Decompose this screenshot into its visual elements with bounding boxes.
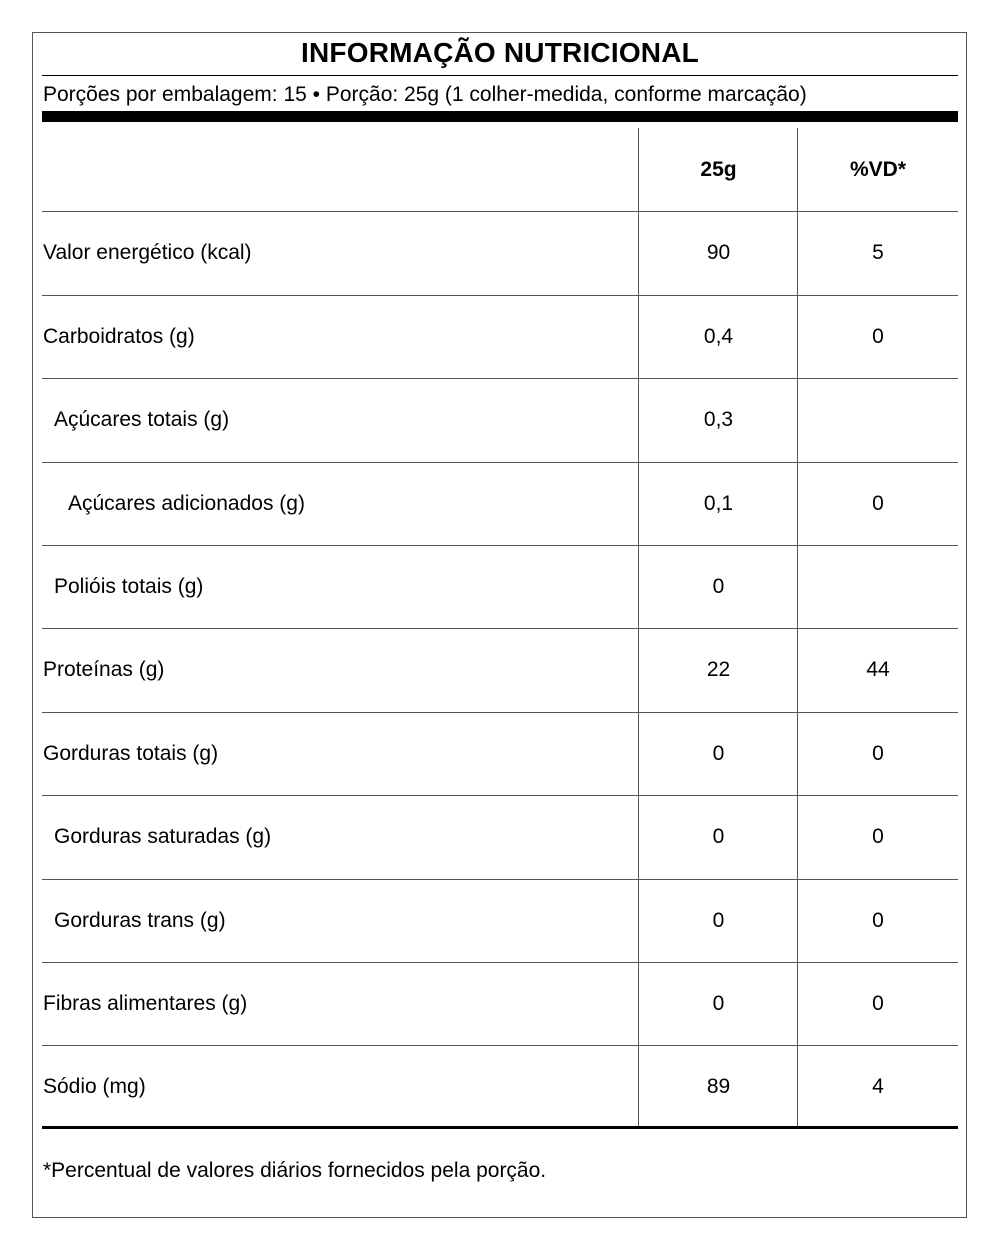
nutrient-portion-value: 0 [712, 741, 725, 765]
table-row [42, 462, 958, 545]
footnote: *Percentual de valores diários fornecidos pela porção. [43, 1159, 547, 1182]
nutrient-portion-value: 0 [712, 991, 725, 1015]
table-row [42, 628, 958, 711]
nutrient-label: Açúcares totais (g) [54, 407, 230, 431]
nutrient-label: Gorduras trans (g) [54, 908, 226, 932]
nutrient-daily-value: 0 [872, 824, 884, 848]
table-row [42, 795, 958, 878]
header-portion: 25g [700, 157, 737, 181]
nutrient-portion-value: 22 [706, 657, 731, 681]
nutrient-daily-value: 0 [872, 324, 884, 348]
table-row [42, 962, 958, 1045]
serving-info: Porções por embalagem: 15 • Porção: 25g (1 colher-medida, conforme marcação) [43, 83, 807, 106]
nutrient-portion-value: 0,3 [703, 407, 734, 431]
header-label [42, 128, 638, 211]
nutrient-portion-value: 0 [712, 574, 725, 598]
title-divider [42, 75, 958, 76]
nutrient-daily-value: 5 [872, 240, 884, 264]
nutrient-daily-value: 0 [872, 491, 884, 515]
table-row [42, 1045, 958, 1128]
table-row [42, 211, 958, 294]
thick-divider [42, 111, 958, 122]
nutrient-label: Polióis totais (g) [54, 574, 204, 598]
nutrient-portion-value: 0 [712, 908, 725, 932]
table-row [42, 378, 958, 461]
table-header-row [42, 128, 958, 211]
nutrient-label: Carboidratos (g) [43, 324, 195, 348]
nutrient-label: Sódio (mg) [43, 1074, 146, 1098]
nutrient-label: Valor energético (kcal) [43, 240, 252, 264]
header-daily-value: %VD* [849, 157, 907, 181]
nutrient-label: Gorduras totais (g) [43, 741, 219, 765]
nutrient-daily-value: 0 [872, 991, 884, 1015]
nutrient-label: Fibras alimentares (g) [43, 991, 248, 1015]
nutrient-portion-value: 0,1 [703, 491, 734, 515]
nutrient-portion-value: 89 [706, 1074, 731, 1098]
nutrient-daily-value: 4 [872, 1074, 884, 1098]
table-row [42, 295, 958, 378]
nutrient-label: Gorduras saturadas (g) [54, 824, 272, 848]
nutrient-daily-value [798, 378, 958, 461]
nutrient-daily-value [798, 545, 958, 628]
nutrient-daily-value: 0 [872, 741, 884, 765]
nutrient-label: Açúcares adicionados (g) [68, 491, 305, 515]
nutrient-daily-value: 0 [872, 908, 884, 932]
nutrient-portion-value: 0 [712, 824, 725, 848]
nutrient-portion-value: 90 [706, 240, 731, 264]
table-row [42, 545, 958, 628]
table-row [42, 712, 958, 795]
nutrition-title: INFORMAÇÃO NUTRICIONAL [301, 37, 699, 68]
nutrient-portion-value: 0,4 [703, 324, 734, 348]
nutrient-label: Proteínas (g) [43, 657, 165, 681]
bottom-divider [42, 1126, 958, 1129]
table-row [42, 879, 958, 962]
nutrient-daily-value: 44 [866, 657, 890, 681]
